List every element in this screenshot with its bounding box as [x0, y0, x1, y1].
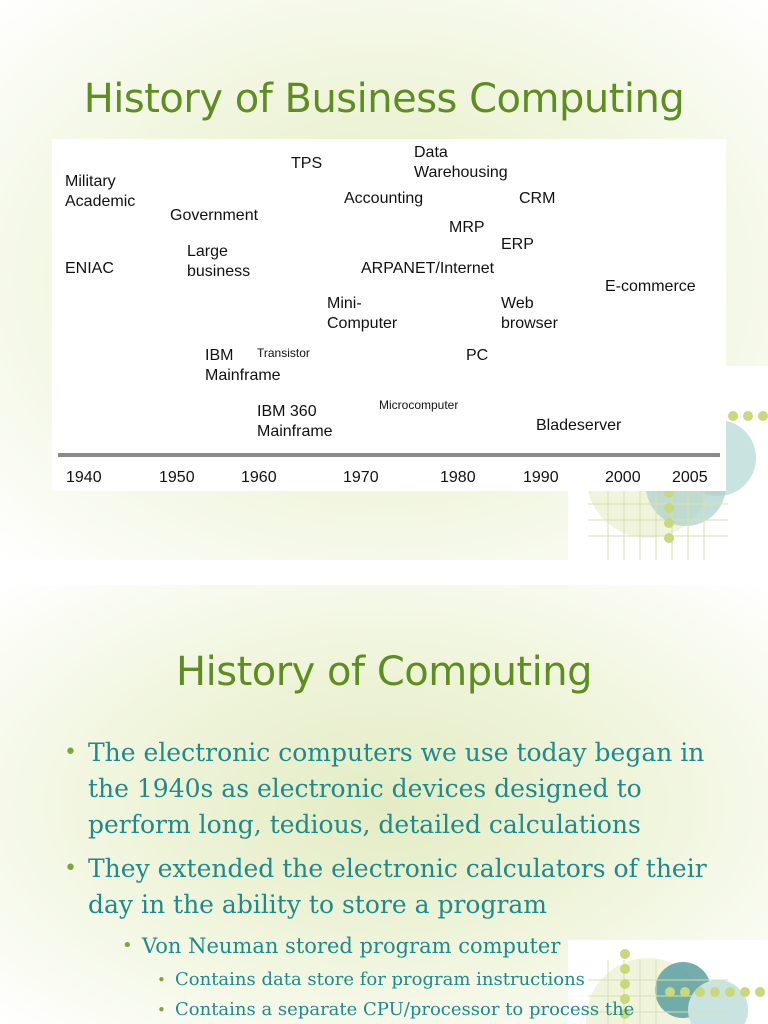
- bullet-list: [60, 735, 720, 1024]
- timeline-label: Data Warehousing: [414, 144, 508, 181]
- slide-history-of-computing: [0, 585, 768, 1024]
- timeline-year: 1980: [440, 469, 476, 486]
- timeline-label: Microcomputer: [379, 398, 459, 412]
- slide-title: History of Computing: [176, 649, 592, 695]
- timeline-panel: [52, 139, 726, 491]
- decorative-dots-row: [728, 411, 768, 421]
- timeline-label: Large business: [187, 243, 251, 280]
- timeline-year: 1940: [66, 469, 102, 486]
- timeline-label: Mini- Computer: [327, 295, 398, 332]
- timeline-label: IBM 360 Mainframe: [257, 403, 333, 440]
- timeline-label: ERP: [501, 236, 534, 253]
- timeline-year: 1970: [343, 469, 379, 486]
- timeline-label: MRP: [449, 219, 485, 236]
- timeline-label: Transistor: [257, 346, 310, 360]
- timeline-label: Accounting: [344, 190, 424, 207]
- timeline-label: ENIAC: [65, 260, 114, 277]
- bullet-item: • They extended the electronic calculators of their day in the ability to store a program: [60, 851, 720, 923]
- timeline-label: CRM: [519, 190, 556, 207]
- timeline-year: 1990: [523, 469, 559, 486]
- timeline-label: Web browser: [501, 295, 558, 332]
- timeline-label: Military Academic: [65, 173, 136, 210]
- timeline-label: E-commerce: [605, 278, 696, 295]
- timeline-axis: [58, 453, 720, 457]
- timeline-label: ARPANET/Internet: [361, 260, 495, 277]
- timeline-label: PC: [466, 347, 489, 364]
- timeline-label: Bladeserver: [536, 417, 622, 434]
- timeline-label: Government: [170, 207, 259, 224]
- timeline-label: TPS: [291, 155, 323, 172]
- sub-sub-bullet-item: • Contains a separate CPU/processor to process the: [155, 997, 720, 1023]
- bullet-item: • The electronic computers we use today began in the 1940s as electronic devices designed to perform long, tedious, detailed calculations: [60, 735, 720, 843]
- timeline-year: 2005: [672, 469, 708, 486]
- timeline-year: 1960: [241, 469, 277, 486]
- timeline-year: 2000: [605, 469, 641, 486]
- sub-sub-bullet-item: • Contains data store for program instructions: [155, 967, 720, 993]
- timeline-label: IBM Mainframe: [205, 347, 281, 384]
- sub-bullet-item: • Von Neuman stored program computer: [120, 931, 720, 961]
- slide-title: History of Business Computing: [83, 76, 685, 122]
- timeline-year: 1950: [159, 469, 195, 486]
